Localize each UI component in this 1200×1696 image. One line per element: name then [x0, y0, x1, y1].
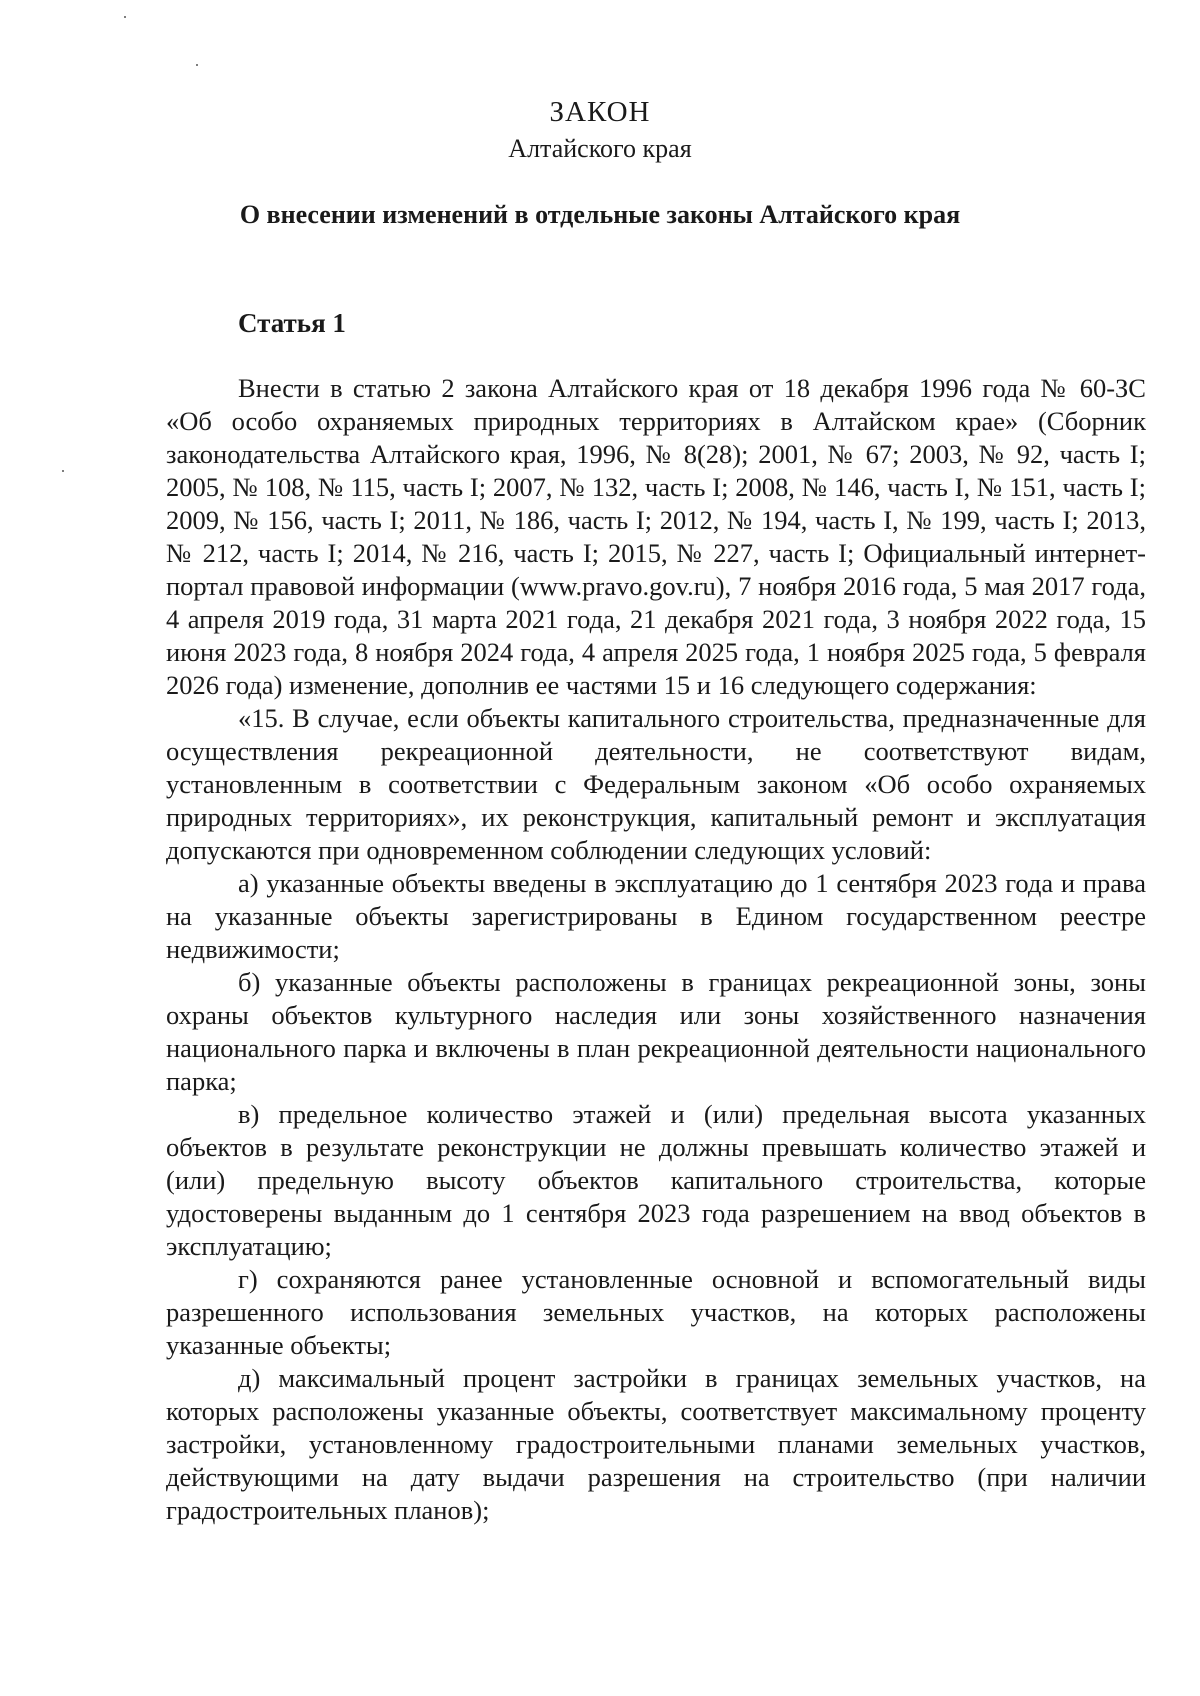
document-region: Алтайского края [508, 134, 692, 163]
paragraph-item-d: д) максимальный процент застройки в границах земельных участков, на которых расположены указанные объекты, соответствует максимальному проценту застройки, установленному градостроительными планами земельных участков, действующими на дату выдачи разрешения на строительство (при наличии градостроительных планов); [166, 1363, 1146, 1525]
paragraph-item-g: г) сохраняются ранее установленные основной и вспомогательный виды разрешенного использования земельных участков, на которых расположены указанные объекты; [166, 1264, 1146, 1360]
article-body [166, 372, 1146, 1527]
scan-speck [62, 470, 64, 472]
scan-speck [124, 16, 126, 18]
scan-speck [196, 64, 198, 66]
article-heading: Статья 1 [238, 308, 346, 338]
document-title: ЗАКОН [549, 96, 651, 128]
document-subject: О внесении изменений в отдельные законы Алтайского края [239, 200, 961, 229]
paragraph-item-v: в) предельное количество этажей и (или) предельная высота указанных объектов в результате реконструкции не должны превышать количество этажей и (или) предельную высоту объектов капитального строительства, которые удостоверены выданным до 1 сентября 2023 года разрешением на ввод объектов в эксплуатацию; [166, 1099, 1146, 1261]
paragraph-item-a: а) указанные объекты введены в эксплуатацию до 1 сентября 2023 года и права на указанные объекты зарегистрированы в Едином государственном реестре недвижимости; [166, 868, 1146, 964]
paragraph-part-15: «15. В случае, если объекты капитального строительства, предназначенные для осуществления рекреационной деятельности, не соответствуют видам, установленным в соответствии с Федеральным законом «Об особо охраняемых природных территориях», их реконструкция, капитальный ремонт и эксплуатация допускаются при одновременном соблюдении следующих условий: [166, 703, 1146, 865]
paragraph-intro: Внести в статью 2 закона Алтайского края от 18 декабря 1996 года № 60-ЗС «Об особо охраняемых природных территориях в Алтайском крае» (Сборник законодательства Алтайского края, 1996, № 8(28); 2001, № 67; 2003, № 92, часть I; 2005, № 108, № 115, часть I; 2007, № 132, часть I; 2008, № 146, часть I, № 151, часть I; 2009, № 156, часть I; 2011, № 186, часть I; 2012, № 194, часть I, № 199, часть I; 2013, № 212, часть I; 2014, № 216, часть I; 2015, № 227, часть I; Официальный интернет-портал правовой информации (www.pravo.gov.ru), 7 ноября 2016 года, 5 мая 2017 года, 4 апреля 2019 года, 31 марта 2021 года, 21 декабря 2021 года, 3 ноября 2022 года, 15 июня 2023 года, 8 ноября 2024 года, 4 апреля 2025 года, 1 ноября 2025 года, 5 февраля 2026 года) изменение, дополнив ее частями 15 и 16 следующего содержания: [166, 373, 1146, 700]
paragraph-item-b: б) указанные объекты расположены в границах рекреационной зоны, зоны охраны объектов культурного наследия или зоны хозяйственного назначения национального парка и включены в план рекреационной деятельности национального парка; [166, 967, 1146, 1096]
